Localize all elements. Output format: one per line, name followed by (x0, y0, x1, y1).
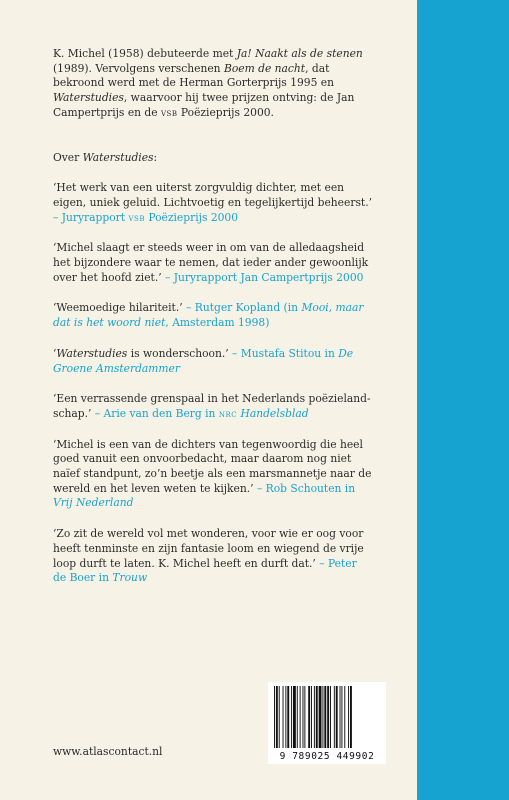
publisher-website: www.atlascontact.nl (53, 745, 163, 758)
isbn-digits: 9 789025 449902 (279, 751, 375, 762)
quotes-heading: Over Waterstudies: (53, 150, 158, 164)
barcode-bar (311, 686, 312, 748)
author-bio: K. Michel (1958) debuteerde met Ja! Naakt als de stenen (1989). Vervolgens verschenen Boem de nacht, dat bekroond werd met de Herman Gorterprijs 1995 en Waterstudies, waarvoor hij twee prijzen ontving: de Jan Campertprijs en de vsb Poëzieprijs 2000. (53, 47, 363, 119)
barcode-bar (283, 686, 284, 748)
review-quote-2: ‘Michel slaagt er steeds weer in om van de alledaagsheid het bijzondere waar te nemen, dat ieder ander gewoonlijk over het hoofd ziet.’ – Juryrapport Jan Campertprijs 2000 (53, 241, 369, 284)
back-cover-text (53, 47, 373, 602)
barcode-bar (340, 686, 341, 748)
spine-color-band (417, 0, 509, 800)
quote-source: – Juryrapport Jan Campertprijs 2000 (165, 270, 364, 284)
review-quote-4: ‘Waterstudies is wonderschoon.’ – Mustafa Stitou in De Groene Amsterdammer (53, 346, 354, 375)
isbn-barcode (268, 682, 386, 764)
barcode-bar (348, 686, 349, 748)
barcode-bar (285, 686, 286, 748)
quote-source: – Rutger Kopland (in Mooi, maar dat is het woord niet, Amsterdam 1998) (53, 301, 364, 330)
barcode-bars (273, 686, 381, 748)
review-quote-1: ‘Het werk van een uiterst zorgvuldig dichter, met een eigen, uniek geluid. Lichtvoetig en tegelijkertijd beheerst.’ – Juryrapport vsb Poëzieprijs 2000 (53, 181, 373, 224)
barcode-bar (322, 686, 323, 748)
barcode-bar (350, 686, 352, 748)
barcode-bar (344, 686, 345, 748)
review-quote-3: ‘Weemoedige hilariteit.’ – Rutger Kopland (in Mooi, maar dat is het woord niet, Amsterdam 1998) (53, 301, 364, 330)
barcode-bar (334, 686, 335, 748)
quote-source: – Mustafa Stitou in De Groene Amsterdammer (53, 346, 354, 375)
barcode-bar (291, 686, 292, 748)
quote-source: – Rob Schouten in Vrij Nederland (53, 481, 356, 510)
quote-source: – Juryrapport vsb Poëzieprijs 2000 (53, 210, 239, 224)
barcode-bar (327, 686, 329, 748)
barcode-bar (330, 686, 331, 748)
barcode-bar (293, 686, 296, 748)
quote-source: – Arie van den Berg in nrc Handelsblad (94, 406, 309, 420)
barcode-bar (336, 686, 338, 748)
quote-source: – Peter de Boer in Trouw (53, 556, 357, 585)
barcode-bar (303, 686, 304, 748)
barcode-bar (287, 686, 289, 748)
review-quote-6: ‘Michel is een van de dichters van tegenwoordig die heel goed vanuit een onvoorbedacht, maar daarom nog niet naïef standpunt, zo’n beetje als een marsmannetje naar de wereld en het leven weten te kijken.’ – Rob Schouten in Vrij Nederland (53, 437, 372, 510)
review-quote-5: ‘Een verrassende grenspaal in het Nederlands poëzieland-schap.’ – Arie van den Berg in nrc Handelsblad (53, 392, 371, 420)
barcode-bar (304, 686, 305, 748)
barcode-bar (314, 686, 315, 748)
barcode-bar (316, 686, 318, 748)
barcode-bar (279, 686, 280, 748)
barcode-bar (319, 686, 322, 748)
barcode-bar (300, 686, 301, 748)
barcode-bar (274, 686, 275, 748)
barcode-bar (276, 686, 278, 748)
barcode-bar (341, 686, 342, 748)
barcode-bar (308, 686, 310, 748)
barcode-bar (324, 686, 326, 748)
review-quote-7: ‘Zo zit de wereld vol met wonderen, voor wie er oog voor heeft tenminste en zijn fantasie loom en wiegend de vrije loop durft te laten. K. Michel heeft en durft dat.’ – Peter de Boer in Trouw (53, 527, 364, 585)
barcode-bar (297, 686, 298, 748)
